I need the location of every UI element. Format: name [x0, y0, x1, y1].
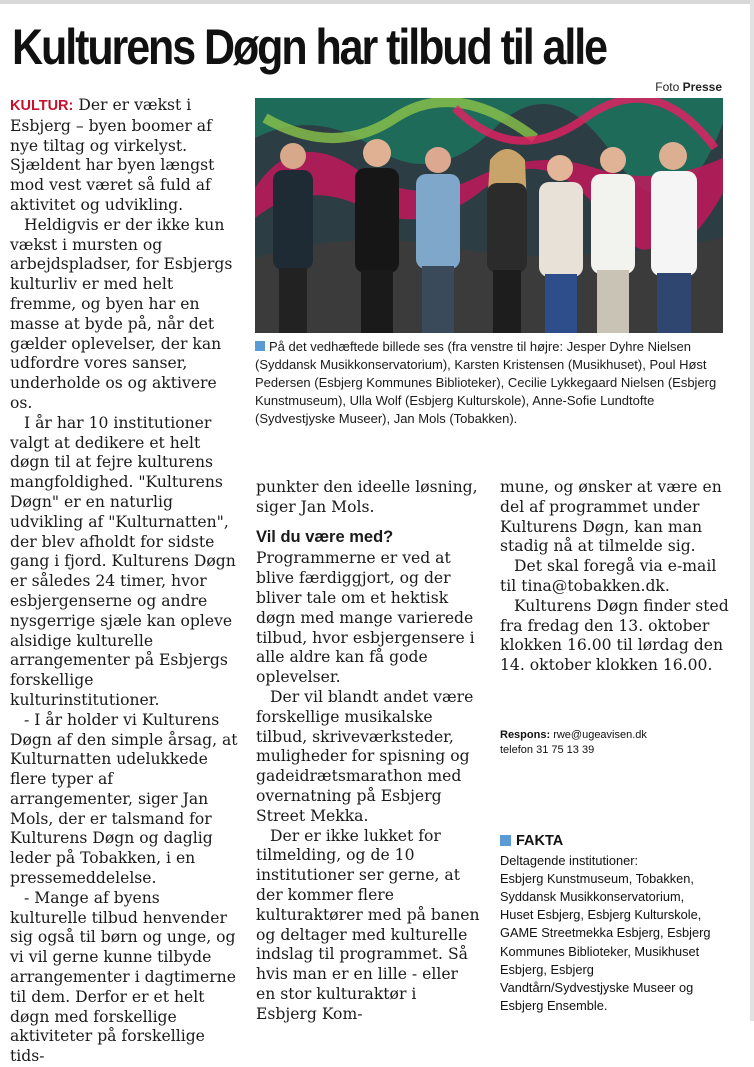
headline: Kulturens Døgn har tilbud til alle [12, 19, 606, 75]
article-column-3 [500, 478, 730, 676]
kicker: KULTUR: [10, 98, 74, 114]
fakta-title: FAKTA [500, 832, 720, 850]
article-paragraph: mune, og ønsker at være en del af programmet under Kulturens Døgn, kan man stadig nå at tilmelde sig. [500, 478, 722, 556]
respons-phone: telefon 31 75 13 39 [500, 744, 595, 756]
article-paragraph: Kulturens Døgn finder sted fra fredag den 13. oktober klokken 16.00 til lørdag den 14. oktober klokken 16.00. [500, 596, 729, 675]
photo-caption: På det vedhæftede billede ses (fra venstre til højre: Jesper Dyhre Nielsen (Syddansk Musikkonservatorium), Karsten Kristensen (Musikhuset), Poul Høst Pedersen (Esbjerg Kommunes Biblioteker), Cecilie Lykkegaard Nielsen (Esbjerg Kunstmuseum), Ulla Wolf (Esbjerg Kulturskole), Anne-Sofie Lundtofte (Sydvestjyske Museer), Jan Mols (Tobakken). [255, 339, 717, 426]
caption-marker-icon [255, 341, 265, 351]
right-border [750, 0, 754, 1021]
article-column-2 [256, 478, 480, 1025]
article-paragraph: KULTUR: Der er vækst i Esbjerg – byen boomer af nye tiltag og virkelyst. Sjældent har byen længst mod vest været så fuld af aktivitet og udvikling. [10, 96, 215, 214]
article-paragraph: Det skal foregå via e-mail til tina@tobakken.dk. [500, 557, 717, 595]
article-paragraph: Programmerne er ved at blive færdiggjort, og der bliver tale om et hektisk døgn med mange varierede tilbud, hvor esbjergensere i alle aldre kan få gode oplevelser. [256, 549, 475, 687]
article-paragraph: Der vil blandt andet være forskellige musikalske tilbud, skriveværksteder, muligheder for spisning og gadeidrætsmarathon med overnatning på Esbjerg Street Mekka. [256, 687, 474, 825]
photo-credit-label: Foto [655, 80, 680, 94]
group-photo-illustration [255, 98, 723, 333]
photo-credit-name: Presse [682, 80, 722, 94]
group-photo [255, 98, 723, 333]
article-paragraph: - I år holder vi Kulturens Døgn af den simple årsag, at Kulturnatten udelukkede flere typer af arrangementer, siger Jan Mols, der er talsmand for Kulturens Døgn og daglig leder på Tobakken, i en pressemeddelelse. [10, 710, 238, 888]
top-border [0, 0, 754, 4]
article-column-1 [10, 96, 240, 1067]
fakta-box [500, 832, 720, 1015]
article-paragraph: - Mange af byens kulturelle tilbud henvender sig også til børn og unge, og vi vil gerne kunne tilbyde arrangementer i dagtimerne til dem. Derfor er et helt døgn med forskellige aktiviteter på forskellige tids- [10, 888, 236, 1066]
subhead: Vil du være med? [256, 527, 394, 546]
article-paragraph: Der er ikke lukket for tilmelding, og de 10 institutioner ser gerne, at der kommer flere kulturaktører med på banen og deltager med kulturelle indslag til programmet. Så hvis man er en lille - eller en stor kulturaktør i Esbjerg Kom- [256, 826, 480, 1023]
article-paragraph: Heldigvis er der ikke kun vækst i mursten og arbejdspladser, for Esbjergs kulturliv er med helt fremme, og byen har en masse at byde på, når det gælder oplevelser, der kan udfordre vores sanser, underholde os og aktivere os. [10, 215, 233, 412]
article-paragraph: punkter den ideelle løsning, siger Jan Mols. [256, 478, 478, 516]
fakta-body: Esbjerg Kunstmuseum, Tobakken, Syddansk Musikkonservatorium, Huset Esbjerg, Esbjerg Kulturskole, GAME Streetmekka Esbjerg, Esbjerg Kommunes Biblioteker, Musikhuset Esbjerg, Esbjerg Vandtårn/Sydvestjyske Museer og Esbjerg Ensemble. [500, 871, 711, 1013]
respons-email[interactable]: rwe@ugeavisen.dk [553, 729, 647, 741]
fakta-intro: Deltagende institutioner: [500, 853, 639, 869]
photo-credit [655, 80, 722, 94]
article-paragraph: I år har 10 institutioner valgt at dedikere et helt døgn til at fejre kulturens mangfoldighed. "Kulturens Døgn" er en naturlig udvikling af "Kulturnatten", der blev afholdt for sidste gang i fjord. Kulturens Døgn er således 24 timer, hvor esbjergenserne og andre nysgerrige sjæle kan opleve alsidige kulturelle arrangementer på Esbjergs forskellige kulturinstitutioner. [10, 413, 236, 709]
respons-label: Respons: [500, 729, 551, 741]
respons-box [500, 728, 647, 758]
fakta-marker-icon [500, 835, 511, 846]
